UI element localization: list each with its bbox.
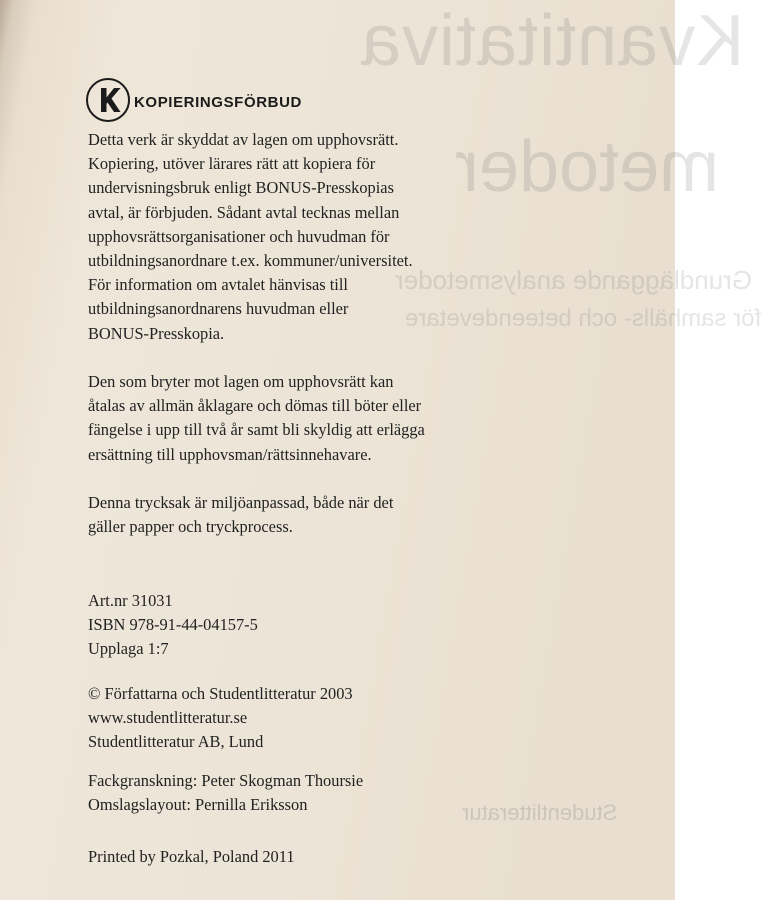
show-through-publisher-mark: Studentlitteratur — [462, 800, 618, 825]
edition: Upplaga 1:7 — [88, 639, 169, 659]
cover-layout-credit: Omslagslayout: Pernilla Eriksson — [88, 795, 308, 815]
paragraph-line: BONUS-Presskopia. — [88, 323, 225, 343]
environment-paragraph — [88, 491, 648, 539]
paragraph-line: avtal, är förbjuden. Sådant avtal tecknas mellan — [88, 202, 400, 222]
product-info — [88, 589, 648, 662]
show-through-subtitle-line-1: Grundläggande analysmetoder — [395, 265, 753, 295]
paragraph-line: Kopiering, utöver lärares rätt att kopiera för — [88, 154, 376, 174]
printer-info — [88, 845, 648, 869]
paragraph-line: upphovsrättsorganisationer och huvudman för — [88, 226, 390, 246]
paragraph-line: fängelse i upp till två år samt bli skyldig att erlägga — [88, 420, 425, 440]
publisher-company: Studentlitteratur AB, Lund — [88, 732, 264, 752]
publisher-info — [88, 682, 648, 755]
kopieringsforbud-logo-icon — [86, 78, 130, 122]
show-through-title-line-2: metoder — [455, 127, 720, 207]
copy-prohibition-header — [86, 78, 302, 122]
article-number: Art.nr 31031 — [88, 591, 173, 610]
credits — [88, 769, 648, 817]
printed-by: Printed by Pozkal, Poland 2011 — [88, 847, 295, 866]
isbn: ISBN 978-91-44-04157-5 — [88, 615, 258, 635]
paragraph-line: Den som bryter mot lagen om upphovsrätt kan — [88, 372, 394, 391]
penalty-paragraph — [88, 370, 648, 467]
paragraph-line: åtalas av allmän åklagare och dömas till böter eller — [88, 396, 422, 416]
paragraph-line: För information om avtalet hänvisas till — [88, 275, 348, 295]
paragraph-line: utbildningsanordnare t.ex. kommuner/universitet. — [88, 250, 413, 270]
copyright-notice-paragraph — [88, 128, 648, 346]
paragraph-line: Denna trycksak är miljöanpassad, både när det — [88, 493, 394, 512]
paragraph-line: ersättning till upphovsman/rättsinnehavare. — [88, 444, 372, 464]
publisher-website: www.studentlitteratur.se — [88, 708, 248, 728]
technical-review-credit: Fackgranskning: Peter Skogman Thoursie — [88, 771, 364, 790]
paragraph-line: gäller papper och tryckprocess. — [88, 517, 293, 537]
copyright-line: © Författarna och Studentlitteratur 2003 — [88, 684, 353, 703]
paragraph-line: undervisningsbruk enligt BONUS-Presskopias — [88, 178, 394, 198]
notice-title: KOPIERINGSFÖRBUD — [134, 93, 302, 111]
show-through-title-line-1: Kvantitativa — [360, 1, 745, 81]
paragraph-line: utbildningsanordnarens huvudman eller — [88, 299, 349, 319]
show-through-subtitle-line-2: för samhälls- och beteendevetare — [405, 305, 761, 332]
paragraph-line: Detta verk är skyddat av lagen om upphovsrätt. — [88, 130, 399, 149]
